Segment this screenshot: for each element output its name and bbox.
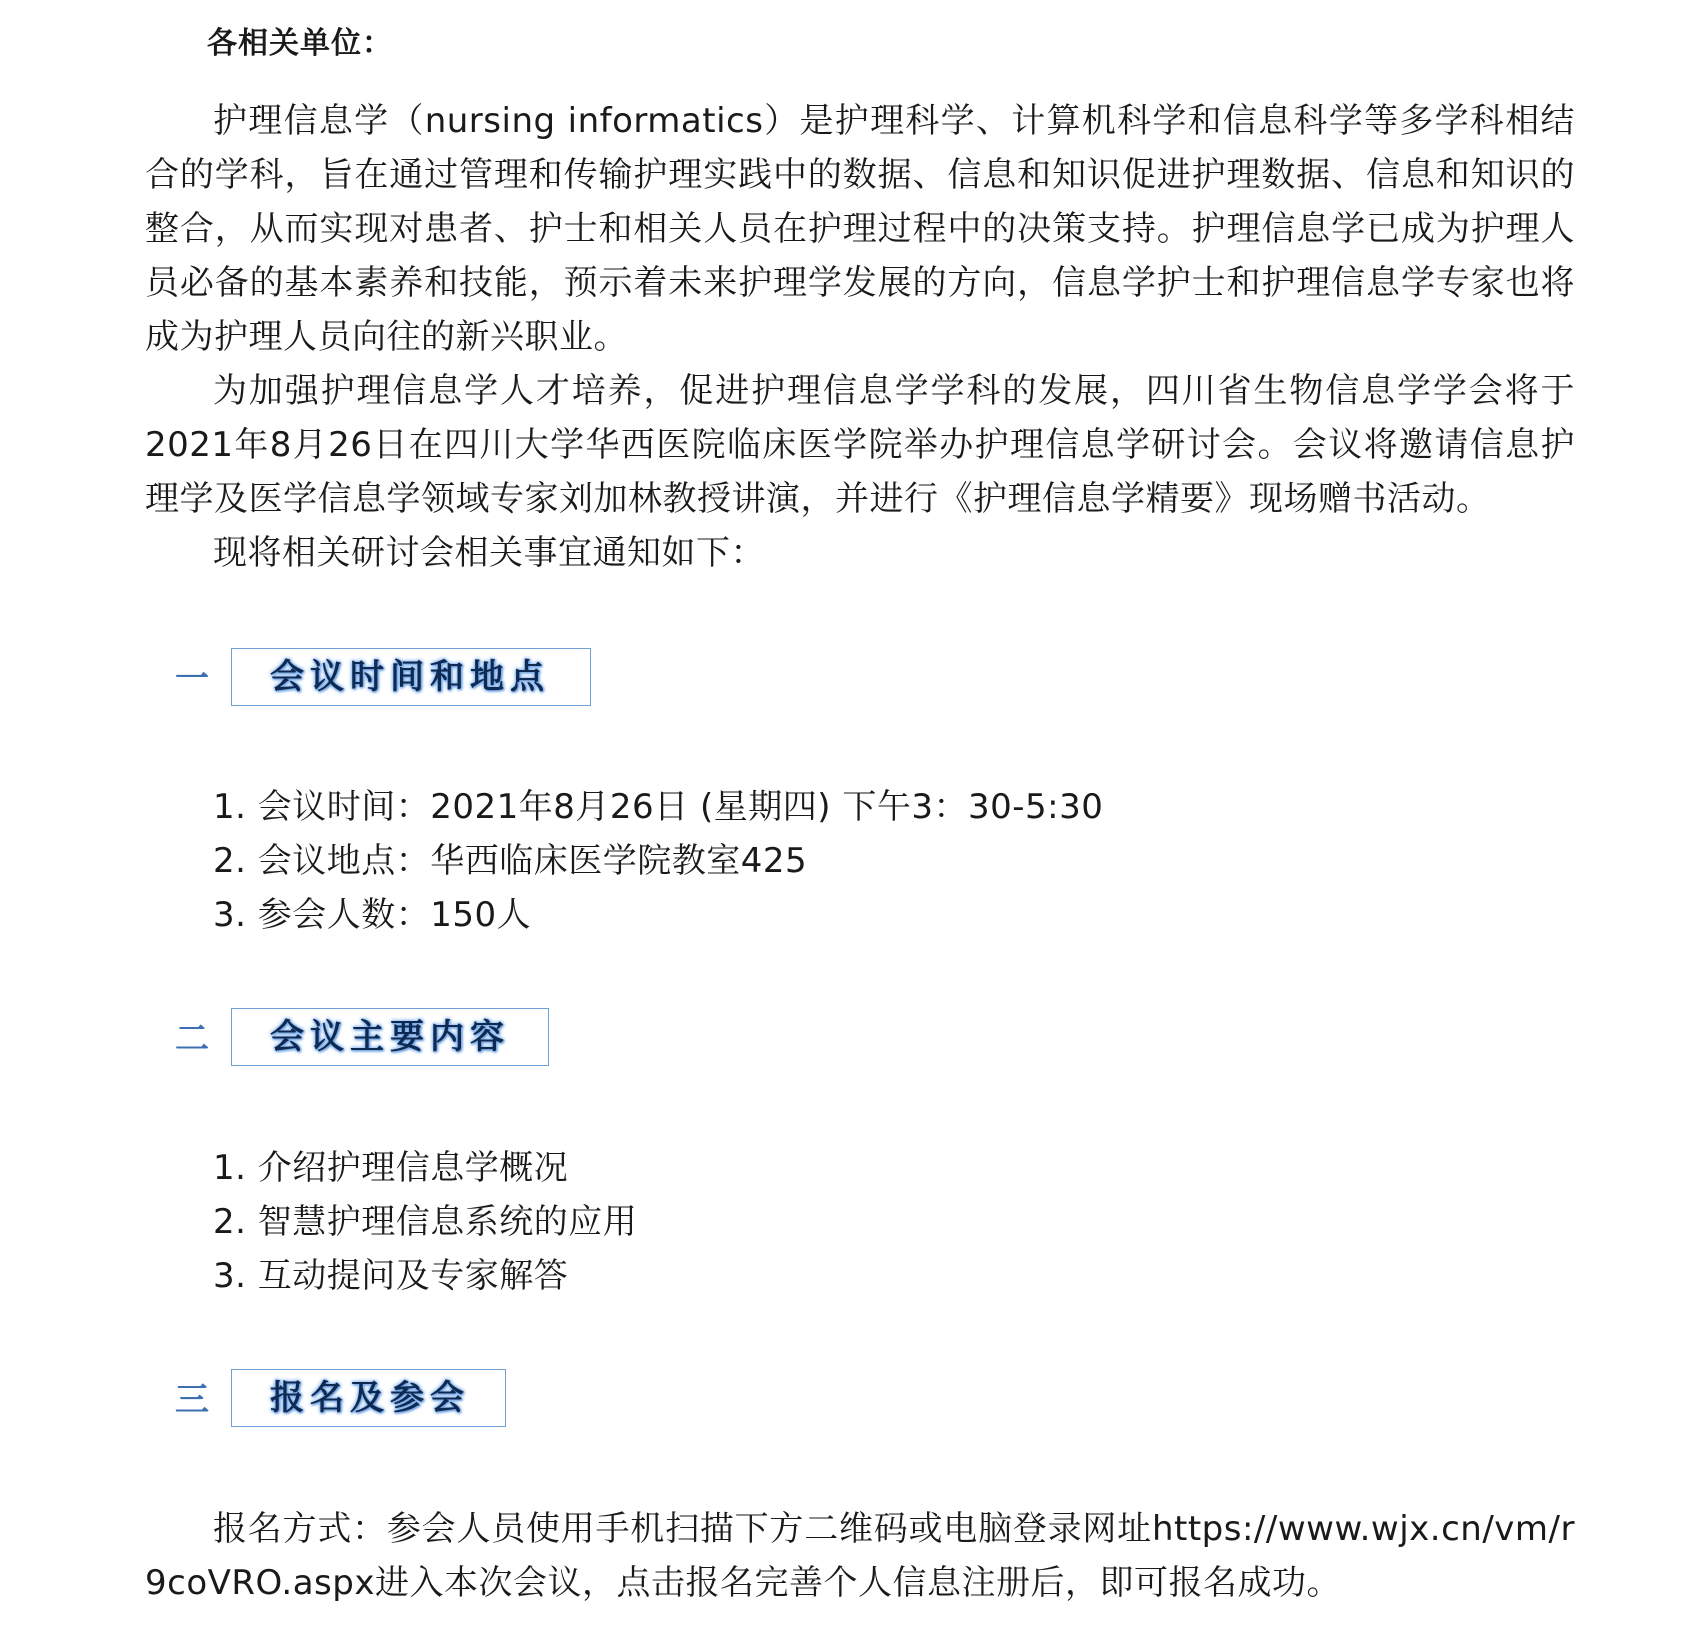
intro-paragraph: 护理信息学（nursing informatics）是护理科学、计算机科学和信息科学等多学科相结合的学科，旨在通过管理和传输护理实践中的数据、信息和知识促进护理数据、信息和知识的整合，从而实现对患者、护士和相关人员在护理过程中的决策支持。护理信息学已成为护理人员必备的基本素养和技能，预示着未来护理学发展的方向，信息学护士和护理信息学专家也将成为护理人员向往的新兴职业。 — [145, 101, 1575, 357]
list-item: 3. 参会人数：150人 — [213, 895, 532, 935]
list-item: 2. 智慧护理信息系统的应用 — [213, 1202, 638, 1242]
meeting-info-list — [213, 780, 1103, 942]
section-title: 会议时间和地点 — [270, 657, 550, 697]
section-number: 二 — [175, 1019, 209, 1059]
section-title-box — [231, 1369, 506, 1427]
list-item: 3. 互动提问及专家解答 — [213, 1256, 569, 1296]
salutation: 各相关单位： — [207, 26, 393, 61]
section-title: 报名及参会 — [270, 1378, 470, 1418]
purpose-paragraph: 为加强护理信息学人才培养，促进护理信息学学科的发展，四川省生物信息学学会将于2021年8月26日在四川大学华西医院临床医学院举办护理信息学研讨会。会议将邀请信息护理学及医学信息学领域专家刘加林教授讲演，并进行《护理信息学精要》现场赠书活动。 — [145, 371, 1575, 519]
section-title-box — [231, 1008, 549, 1066]
list-item: 1. 会议时间：2021年8月26日 (星期四) 下午3：30-5:30 — [213, 787, 1104, 827]
list-item: 2. 会议地点：华西临床医学院教室425 — [213, 841, 808, 881]
registration-paragraph: 报名方式：参会人员使用手机扫描下方二维码或电脑登录网址https://www.wjx.cn/vm/r9coVRO.aspx进入本次会议，点击报名完善个人信息注册后，即可报名成功。 — [145, 1509, 1575, 1603]
section-title-box — [231, 648, 591, 706]
section-number: 三 — [175, 1380, 209, 1420]
notice-lead-paragraph: 现将相关研讨会相关事宜通知如下： — [213, 533, 765, 573]
section-number: 一 — [175, 659, 209, 699]
section-title: 会议主要内容 — [270, 1017, 510, 1057]
list-item: 1. 介绍护理信息学概况 — [213, 1148, 569, 1188]
meeting-content-list — [213, 1141, 637, 1303]
